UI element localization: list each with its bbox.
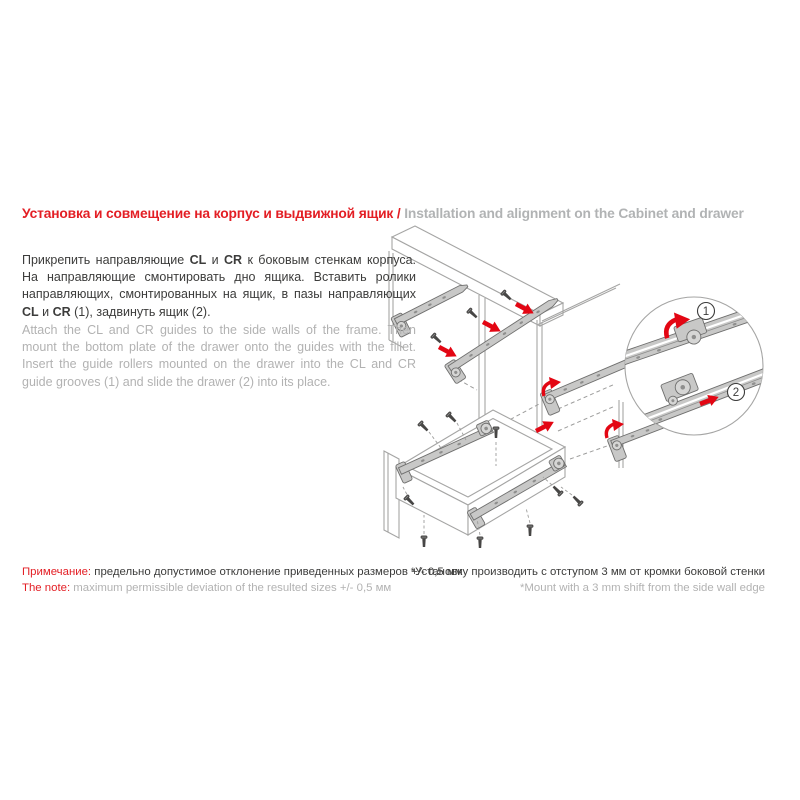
step-2-badge bbox=[728, 384, 745, 401]
note-en: The note: maximum permissible deviation of the resulted sizes +/- 0,5 мм bbox=[22, 581, 392, 594]
screw-icon bbox=[445, 411, 458, 424]
footnote-block-right bbox=[411, 565, 765, 597]
hook-arrow-icon bbox=[606, 419, 624, 438]
screw-icon bbox=[430, 332, 443, 345]
guide-code-cl: CL bbox=[189, 252, 207, 267]
screw-icon bbox=[417, 420, 430, 433]
step-1-badge bbox=[698, 303, 715, 320]
guide-code-cr: CR bbox=[224, 252, 243, 267]
footnote-ru: *Установку производить с отступом 3 мм от кромки боковой стенки bbox=[410, 566, 765, 578]
step-2-number: 2 bbox=[732, 387, 740, 399]
mount-arrow-icon bbox=[436, 342, 459, 362]
screw-icon bbox=[571, 494, 584, 507]
screw-icon bbox=[527, 525, 534, 537]
callout bbox=[615, 297, 774, 438]
screw-icon bbox=[477, 537, 484, 549]
note-ru-label: Примечание: bbox=[22, 566, 92, 578]
guide-code-cr: CR bbox=[52, 304, 71, 319]
step-1-number: 1 bbox=[702, 306, 710, 318]
middle-wall-post bbox=[479, 295, 485, 428]
note-ru: Примечание: предельно допустимое отклонение приведенных размеров +/- 0,5 мм bbox=[22, 566, 463, 578]
cabinet-top-panel bbox=[392, 226, 563, 314]
instructions-en-paragraph: Attach the CL and CR guides to the side walls of the frame. Then mount the bottom plate of the drawer onto the guides with the fillet. Insert the guide rollers mounted on the drawer into the CL and CR guide grooves (1) and slide the drawer (2) into its place. bbox=[22, 322, 416, 389]
footnote-en: *Mount with a 3 mm shift from the side wall edge bbox=[519, 581, 765, 594]
note-block-left bbox=[22, 565, 463, 597]
page-title-en: Installation and alignment on the Cabinet and drawer bbox=[404, 206, 744, 221]
screw-icon bbox=[421, 536, 428, 548]
page-title bbox=[22, 206, 744, 221]
instructions-ru-text: Прикрепить направляющие bbox=[22, 252, 190, 267]
screw-icon bbox=[466, 307, 479, 320]
instructions-ru-paragraph: Прикрепить направляющие CL и CR к боковым стенкам корпуса. На направляющие смонтировать дно ящика. Вставить ролики направляющих, смонтированных на ящик, в пазы направляющих CL и CR (1), задвинуть ящик (2). bbox=[22, 252, 417, 319]
guide-code-cl: CL bbox=[22, 304, 39, 319]
note-en-label: The note: bbox=[22, 581, 71, 594]
page-title-ru: Установка и совмещение на корпус и выдвижной ящик / bbox=[22, 206, 405, 221]
screw-icon bbox=[551, 484, 564, 497]
